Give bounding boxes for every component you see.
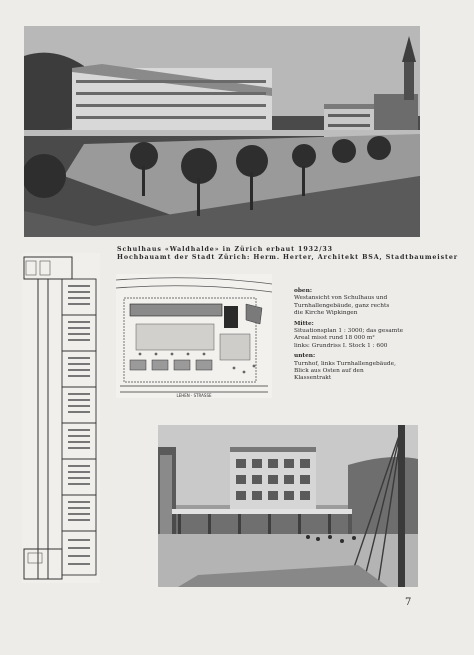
- legend-mitte-line: links: Grundriss I. Stock 1 : 600: [294, 342, 388, 349]
- photo-west-view: [24, 26, 420, 237]
- caption: [117, 246, 458, 262]
- photo-gym-yard-image: [158, 425, 418, 587]
- legend: [294, 288, 414, 386]
- floor-plan-drawing: [22, 253, 100, 583]
- site-plan-svg: [116, 274, 272, 398]
- legend-mitte-line: Situationsplan 1 : 3000; das gesamte: [294, 328, 404, 335]
- photo-gym-yard: [158, 425, 418, 587]
- caption-title: Schulhaus «Waldhalde» in Zürich erbaut 1932/33: [117, 246, 333, 253]
- page-number: 7: [405, 597, 412, 608]
- site-plan-drawing: [116, 274, 272, 398]
- legend-mitte-line: Areal misst rund 18 000 m²: [294, 335, 375, 342]
- legend-oben-line: Westansicht von Schulhaus und: [294, 295, 388, 302]
- legend-unten: [294, 353, 414, 383]
- legend-oben-heading: oben:: [294, 288, 312, 294]
- caption-credits: Hochbauamt der Stadt Zürich: Herm. Herter, Architekt BSA, Stadtbaumeister: [117, 254, 458, 261]
- legend-oben: [294, 288, 414, 318]
- legend-mitte-heading: Mitte:: [294, 320, 314, 327]
- legend-mitte: [294, 321, 414, 351]
- legend-unten-line: Klassentrakt: [294, 375, 332, 382]
- legend-unten-heading: unten:: [294, 353, 316, 360]
- photo-west-view-image: [24, 26, 420, 237]
- legend-oben-line: die Kirche Wipkingen: [294, 310, 358, 317]
- floor-plan-svg: [22, 253, 100, 583]
- legend-unten-line: Blick aus Osten auf den: [294, 368, 364, 375]
- legend-unten-line: Turnhof, links Turnhallengebäude,: [294, 360, 396, 367]
- legend-oben-line: Turnhallengebäude, ganz rechts: [294, 302, 390, 309]
- street-label: LEHEN · STRASSE: [176, 393, 212, 398]
